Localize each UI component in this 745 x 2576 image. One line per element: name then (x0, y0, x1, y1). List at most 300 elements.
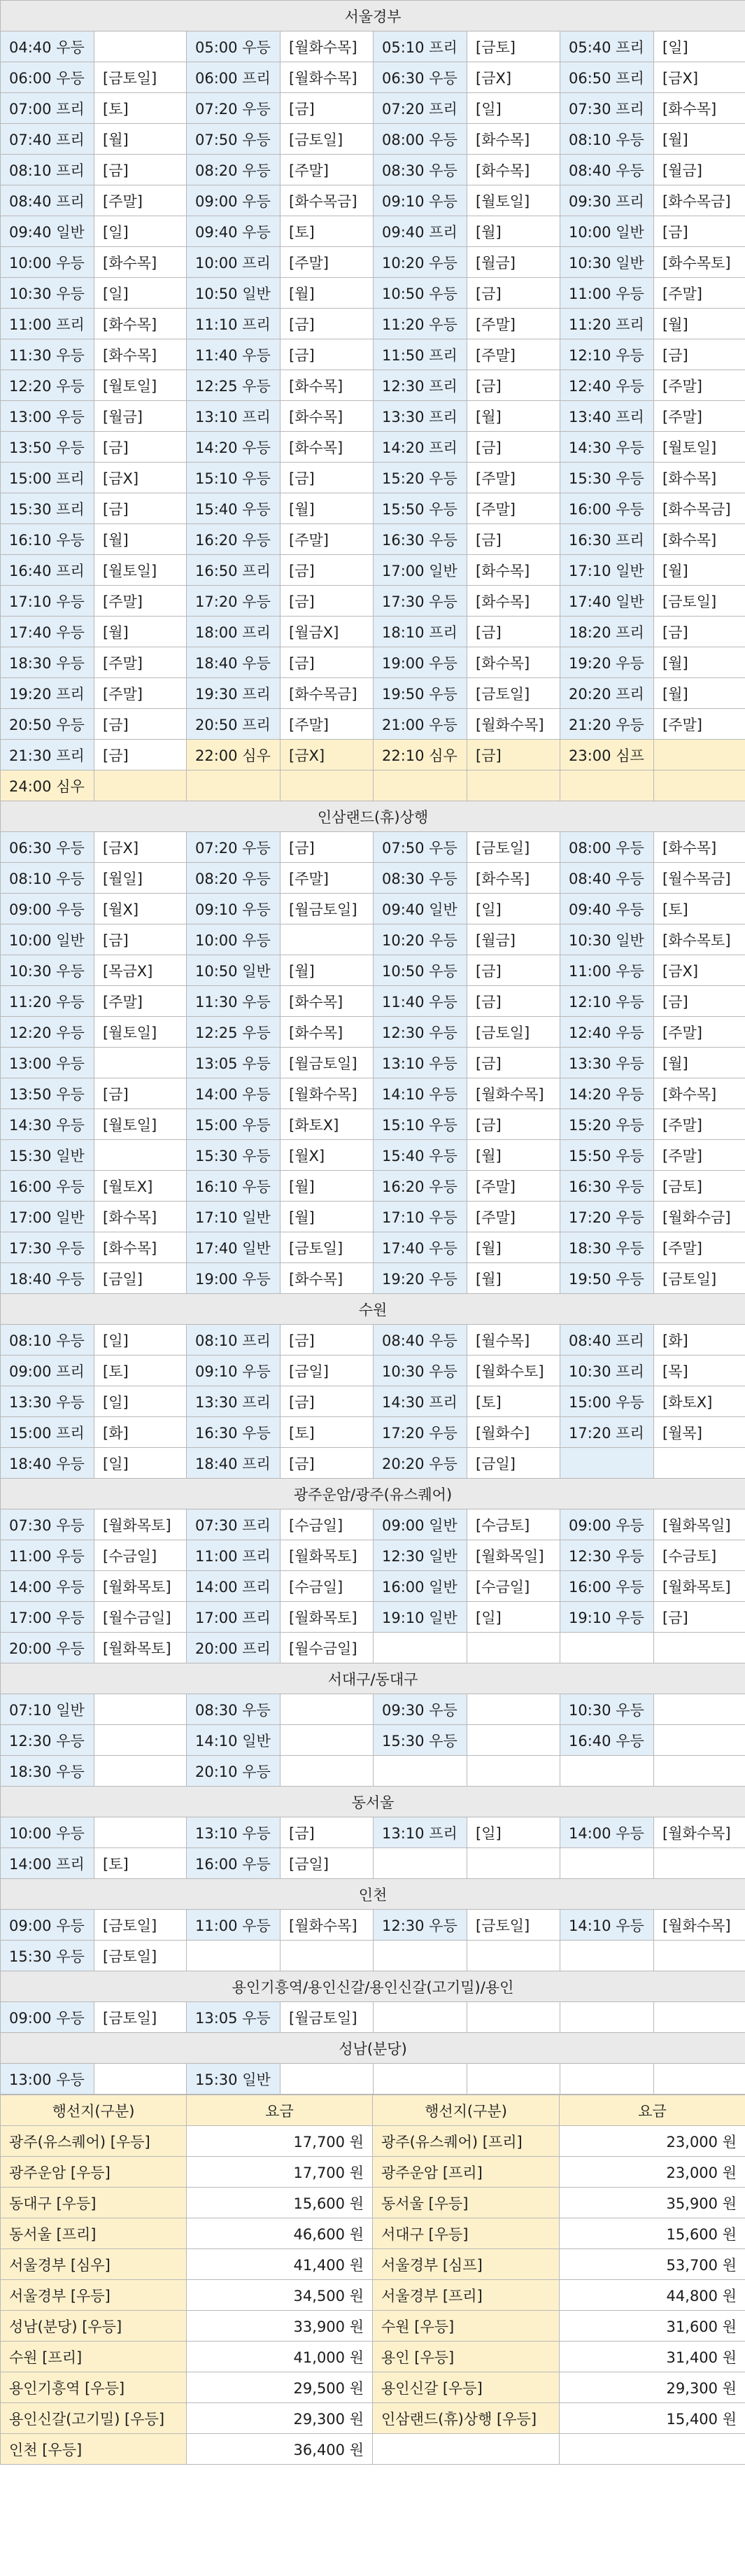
empty-cell (374, 1633, 467, 1663)
operating-days: [금토] (467, 31, 560, 62)
operating-days: [화수목] (281, 986, 374, 1017)
departure-time: 17:40 우등 (1, 617, 94, 647)
departure-time: 10:00 일반 (1, 924, 94, 955)
departure-time: 08:40 우등 (560, 155, 654, 185)
departure-time: 15:10 우등 (374, 1109, 467, 1140)
fare-row (1, 2249, 745, 2280)
departure-time: 15:20 우등 (560, 1109, 654, 1140)
fare-cell: 29,500 원 (187, 2372, 373, 2403)
operating-days: [월화수목] (281, 1078, 374, 1109)
operating-days: [월화수목] (281, 31, 374, 62)
departure-time: 17:10 우등 (1, 586, 94, 617)
departure-time: 11:00 우등 (560, 955, 654, 986)
fare-cell: 23,000 원 (560, 2126, 745, 2157)
schedule-row (1, 1910, 745, 1941)
empty-cell (467, 1941, 560, 1971)
departure-time: 07:30 프리 (187, 1509, 281, 1540)
operating-days: [금토일] (467, 678, 560, 709)
operating-days: [토] (467, 1386, 560, 1417)
departure-time: 17:00 일반 (1, 1202, 94, 1232)
departure-time: 09:10 우등 (187, 894, 281, 924)
operating-days: [금] (281, 832, 374, 863)
schedule-row (1, 339, 745, 370)
destination-cell: 성남(분당) [우등] (1, 2311, 187, 2342)
operating-days: [월금토일] (281, 2002, 374, 2033)
departure-time: 07:30 우등 (1, 1509, 94, 1540)
operating-days: [일] (654, 31, 745, 62)
destination-cell: 동서울 [우등] (373, 2188, 560, 2218)
departure-time: 11:20 우등 (374, 309, 467, 339)
operating-days: [주말] (467, 309, 560, 339)
departure-time: 10:00 우등 (1, 1817, 94, 1848)
departure-time: 16:00 우등 (187, 1848, 281, 1879)
departure-time: 14:00 프리 (1, 1848, 94, 1879)
departure-time: 15:30 우등 (374, 1725, 467, 1756)
operating-days: [일] (467, 93, 560, 124)
departure-time: 10:30 일반 (560, 924, 654, 955)
departure-time: 08:10 우등 (1, 1325, 94, 1356)
operating-days: [화수목] (467, 555, 560, 586)
departure-time: 15:00 우등 (560, 1386, 654, 1417)
operating-days (281, 924, 374, 955)
section-title: 인천 (1, 1879, 745, 1910)
departure-time: 06:30 우등 (374, 62, 467, 93)
empty-cell (374, 2002, 467, 2033)
destination-header: 행선지(구분) (373, 2095, 560, 2126)
operating-days: [화수목토] (654, 924, 745, 955)
operating-days: [월] (94, 124, 187, 155)
schedule-row (1, 678, 745, 709)
schedule-row (1, 493, 745, 524)
departure-time: 20:20 프리 (560, 678, 654, 709)
operating-days: [월] (467, 401, 560, 432)
operating-days (94, 1048, 187, 1078)
operating-days (281, 1725, 374, 1756)
schedule-row (1, 1232, 745, 1263)
empty-cell (467, 1633, 560, 1663)
departure-time: 13:05 우등 (187, 1048, 281, 1078)
operating-days (281, 1756, 374, 1787)
empty-cell (560, 770, 654, 801)
departure-time: 16:40 프리 (1, 555, 94, 586)
departure-time: 08:10 프리 (187, 1325, 281, 1356)
departure-time: 13:00 우등 (1, 1048, 94, 1078)
operating-days: [화] (94, 1417, 187, 1448)
departure-time: 10:20 우등 (374, 924, 467, 955)
departure-time: 09:30 프리 (560, 185, 654, 216)
empty-cell (187, 770, 281, 801)
operating-days: [금일] (281, 1848, 374, 1879)
departure-time: 17:30 우등 (1, 1232, 94, 1263)
departure-time: 16:30 우등 (374, 524, 467, 555)
departure-time: 15:00 우등 (187, 1109, 281, 1140)
departure-time: 14:20 우등 (187, 432, 281, 463)
operating-days: [금X] (467, 62, 560, 93)
departure-time: 12:25 우등 (187, 1017, 281, 1048)
operating-days: [주말] (654, 278, 745, 309)
section-header-row (1, 1879, 745, 1910)
schedule-row (1, 740, 745, 770)
operating-days: [금] (467, 986, 560, 1017)
departure-time: 19:00 우등 (187, 1263, 281, 1294)
departure-time: 08:30 우등 (187, 1694, 281, 1725)
departure-time: 11:00 프리 (1, 309, 94, 339)
operating-days: [월토일] (94, 555, 187, 586)
operating-days: [금일] (281, 1356, 374, 1386)
departure-time: 13:00 우등 (1, 401, 94, 432)
departure-time: 12:30 우등 (374, 1017, 467, 1048)
operating-days: [금] (467, 617, 560, 647)
departure-time: 24:00 심우 (1, 770, 94, 801)
operating-days: [금] (94, 924, 187, 955)
operating-days: [화수목] (94, 247, 187, 278)
operating-days: [월목] (654, 1417, 745, 1448)
departure-time: 13:10 우등 (187, 1817, 281, 1848)
destination-cell: 인천 [우등] (1, 2434, 187, 2465)
departure-time: 12:20 우등 (1, 1017, 94, 1048)
operating-days (94, 1817, 187, 1848)
departure-time: 17:20 프리 (560, 1417, 654, 1448)
departure-time: 18:30 우등 (1, 647, 94, 678)
departure-time: 13:50 우등 (1, 1078, 94, 1109)
operating-days: [주말] (654, 370, 745, 401)
fare-cell: 33,900 원 (187, 2311, 373, 2342)
empty-cell (560, 1848, 654, 1879)
empty-cell (654, 1756, 745, 1787)
operating-days: [토] (94, 1356, 187, 1386)
departure-time: 05:00 우등 (187, 31, 281, 62)
empty-cell (654, 1941, 745, 1971)
fare-header-row (1, 2095, 745, 2126)
fare-cell: 36,400 원 (187, 2434, 373, 2465)
operating-days: [금] (654, 617, 745, 647)
operating-days: [화수목] (281, 432, 374, 463)
operating-days: [월] (654, 309, 745, 339)
schedule-row (1, 1848, 745, 1879)
operating-days: [월금토일] (281, 1048, 374, 1078)
operating-days: [주말] (467, 493, 560, 524)
operating-days: [금] (94, 709, 187, 740)
operating-days: [월화수] (467, 1417, 560, 1448)
schedule-row (1, 1356, 745, 1386)
schedule-row (1, 894, 745, 924)
empty-cell (560, 2002, 654, 2033)
operating-days: [월화목토] (281, 1602, 374, 1633)
operating-days: [월화목토] (94, 1571, 187, 1602)
operating-days: [금토일] (94, 62, 187, 93)
operating-days: [월X] (281, 1140, 374, 1171)
departure-time: 17:20 우등 (374, 1417, 467, 1448)
departure-time: 16:00 일반 (374, 1571, 467, 1602)
departure-time: 20:00 프리 (187, 1633, 281, 1663)
departure-time: 08:30 우등 (374, 155, 467, 185)
departure-time: 17:40 일반 (187, 1232, 281, 1263)
schedule-row (1, 986, 745, 1017)
operating-days: [주말] (94, 647, 187, 678)
operating-days (467, 1725, 560, 1756)
operating-days (94, 1140, 187, 1171)
schedule-row (1, 617, 745, 647)
operating-days: [목] (654, 1356, 745, 1386)
operating-days: [금] (467, 432, 560, 463)
operating-days: [월화목일] (467, 1540, 560, 1571)
destination-cell: 용인 [우등] (373, 2342, 560, 2372)
departure-time: 12:25 우등 (187, 370, 281, 401)
operating-days: [수금토] (467, 1509, 560, 1540)
departure-time: 15:30 일반 (1, 1140, 94, 1171)
departure-time (560, 1448, 654, 1479)
departure-time: 09:00 우등 (560, 1509, 654, 1540)
destination-cell: 서울경부 [우등] (1, 2280, 187, 2311)
schedule-row (1, 1325, 745, 1356)
operating-days (654, 1448, 745, 1479)
operating-days: [금토일] (94, 1910, 187, 1941)
operating-days: [일] (467, 1602, 560, 1633)
operating-days: [월] (467, 1232, 560, 1263)
fare-cell: 29,300 원 (560, 2372, 745, 2403)
operating-days: [화토X] (654, 1386, 745, 1417)
departure-time: 04:40 우등 (1, 31, 94, 62)
operating-days: [금] (281, 1448, 374, 1479)
fare-row (1, 2188, 745, 2218)
schedule-row (1, 555, 745, 586)
operating-days: [금] (281, 339, 374, 370)
departure-time: 17:00 프리 (187, 1602, 281, 1633)
departure-time: 08:20 우등 (187, 863, 281, 894)
departure-time: 05:10 프리 (374, 31, 467, 62)
operating-days: [주말] (94, 185, 187, 216)
departure-time: 08:40 프리 (560, 1325, 654, 1356)
operating-days (281, 1694, 374, 1725)
operating-days: [주말] (654, 401, 745, 432)
departure-time: 13:10 우등 (374, 1048, 467, 1078)
departure-time: 11:20 우등 (1, 986, 94, 1017)
section-header-row (1, 1294, 745, 1325)
departure-time: 16:00 우등 (560, 493, 654, 524)
departure-time: 17:10 일반 (187, 1202, 281, 1232)
schedule-row (1, 185, 745, 216)
operating-days: [일] (467, 894, 560, 924)
operating-days: [월화수목] (654, 1817, 745, 1848)
destination-cell: 서울경부 [심프] (373, 2249, 560, 2280)
operating-days: [월] (281, 278, 374, 309)
departure-time: 17:00 우등 (1, 1602, 94, 1633)
destination-cell: 수원 [우등] (373, 2311, 560, 2342)
schedule-row (1, 370, 745, 401)
operating-days (654, 1725, 745, 1756)
operating-days: [월화수토] (467, 1356, 560, 1386)
departure-time: 09:40 프리 (374, 216, 467, 247)
departure-time: 10:00 프리 (187, 247, 281, 278)
fare-row (1, 2342, 745, 2372)
schedule-row (1, 155, 745, 185)
operating-days: [월화수목] (654, 1910, 745, 1941)
operating-days: [월금] (467, 247, 560, 278)
departure-time: 16:30 우등 (187, 1417, 281, 1448)
schedule-row (1, 1602, 745, 1633)
empty-cell (374, 1756, 467, 1787)
departure-time: 11:20 프리 (560, 309, 654, 339)
operating-days: [주말] (94, 986, 187, 1017)
operating-days: [월화수목] (467, 1078, 560, 1109)
empty-cell (374, 1941, 467, 1971)
operating-days: [주말] (467, 1202, 560, 1232)
operating-days: [주말] (467, 1171, 560, 1202)
destination-cell: 광주(유스퀘어) [프리] (373, 2126, 560, 2157)
departure-time: 10:00 우등 (1, 247, 94, 278)
operating-days: [화수목금] (281, 185, 374, 216)
fare-cell: 15,600 원 (560, 2218, 745, 2249)
operating-days: [월화수금] (654, 1202, 745, 1232)
fare-cell: 41,000 원 (187, 2342, 373, 2372)
operating-days: [월일] (94, 863, 187, 894)
schedule-row (1, 832, 745, 863)
departure-time: 08:40 우등 (374, 1325, 467, 1356)
operating-days: [금] (94, 493, 187, 524)
operating-days: [금X] (654, 955, 745, 986)
destination-header: 행선지(구분) (1, 2095, 187, 2126)
operating-days: [금X] (654, 62, 745, 93)
schedule-row (1, 863, 745, 894)
fare-cell: 31,600 원 (560, 2311, 745, 2342)
departure-time: 13:30 프리 (187, 1386, 281, 1417)
departure-time: 16:20 우등 (374, 1171, 467, 1202)
operating-days: [토] (281, 216, 374, 247)
departure-time: 08:10 우등 (1, 863, 94, 894)
departure-time: 17:20 우등 (187, 586, 281, 617)
operating-days: [월] (654, 678, 745, 709)
departure-time: 07:50 우등 (374, 832, 467, 863)
departure-time: 10:00 우등 (187, 924, 281, 955)
departure-time: 17:10 우등 (374, 1202, 467, 1232)
departure-time: 14:10 우등 (560, 1910, 654, 1941)
operating-days: [월수목] (467, 1325, 560, 1356)
schedule-row (1, 2002, 745, 2033)
departure-time: 17:40 우등 (374, 1232, 467, 1263)
schedule-row (1, 2064, 745, 2095)
schedule-row (1, 1140, 745, 1171)
departure-time: 08:10 우등 (560, 124, 654, 155)
operating-days: [토] (94, 93, 187, 124)
empty-cell (560, 2064, 654, 2095)
empty-cell (373, 2434, 560, 2465)
operating-days: [금X] (281, 740, 374, 770)
departure-time: 20:10 우등 (187, 1756, 281, 1787)
operating-days: [월금] (94, 401, 187, 432)
departure-time: 09:00 우등 (1, 2002, 94, 2033)
destination-cell: 인삼랜드(휴)상행 [우등] (373, 2403, 560, 2434)
fare-table (0, 2095, 745, 2465)
empty-cell (187, 1941, 281, 1971)
empty-cell (560, 1756, 654, 1787)
operating-days (467, 1694, 560, 1725)
departure-time: 12:30 프리 (374, 370, 467, 401)
departure-time: 16:30 우등 (560, 1171, 654, 1202)
operating-days (94, 1725, 187, 1756)
departure-time: 20:20 우등 (374, 1448, 467, 1479)
operating-days: [월] (654, 124, 745, 155)
schedule-row (1, 1633, 745, 1663)
destination-cell: 서대구 [우등] (373, 2218, 560, 2249)
operating-days: [주말] (654, 1140, 745, 1171)
operating-days: [화수목] (467, 863, 560, 894)
departure-time: 15:40 우등 (374, 1140, 467, 1171)
fare-cell: 44,800 원 (560, 2280, 745, 2311)
operating-days: [월화수목] (281, 62, 374, 93)
destination-cell: 용인신갈(고기밀) [우등] (1, 2403, 187, 2434)
fare-cell: 23,000 원 (560, 2157, 745, 2188)
operating-days: [월화목일] (654, 1509, 745, 1540)
departure-time: 13:50 우등 (1, 432, 94, 463)
operating-days: [화수목] (467, 124, 560, 155)
operating-days: [주말] (654, 1109, 745, 1140)
operating-days: [수금토] (654, 1540, 745, 1571)
schedule-row (1, 31, 745, 62)
operating-days: [월금] (467, 924, 560, 955)
departure-time: 15:30 우등 (187, 1140, 281, 1171)
operating-days (94, 1694, 187, 1725)
departure-time: 08:20 우등 (187, 155, 281, 185)
fare-cell: 15,600 원 (187, 2188, 373, 2218)
operating-days: [월] (281, 1171, 374, 1202)
departure-time: 19:10 우등 (560, 1602, 654, 1633)
departure-time: 15:10 우등 (187, 463, 281, 493)
schedule-row (1, 124, 745, 155)
departure-time: 18:20 프리 (560, 617, 654, 647)
departure-time: 16:20 우등 (187, 524, 281, 555)
operating-days: [월] (467, 216, 560, 247)
schedule-row (1, 1571, 745, 1602)
departure-time: 19:00 우등 (374, 647, 467, 678)
operating-days: [화수목] (281, 401, 374, 432)
operating-days: [금토일] (94, 1941, 187, 1971)
departure-time: 13:30 우등 (560, 1048, 654, 1078)
operating-days: [월토일] (94, 1017, 187, 1048)
departure-time: 07:40 프리 (1, 124, 94, 155)
schedule-row (1, 1817, 745, 1848)
operating-days: [일] (94, 1386, 187, 1417)
operating-days: [금토일] (467, 832, 560, 863)
fare-row (1, 2434, 745, 2465)
destination-cell: 용인기흥역 [우등] (1, 2372, 187, 2403)
departure-time: 15:30 일반 (187, 2064, 281, 2095)
operating-days: [월화목토] (94, 1509, 187, 1540)
schedule-row (1, 1048, 745, 1078)
departure-time: 13:10 프리 (374, 1817, 467, 1848)
schedule-row (1, 247, 745, 278)
departure-time: 07:20 우등 (187, 832, 281, 863)
departure-time: 08:40 우등 (560, 863, 654, 894)
departure-time: 13:30 우등 (1, 1386, 94, 1417)
departure-time: 14:00 우등 (1, 1571, 94, 1602)
departure-time: 11:30 우등 (187, 986, 281, 1017)
departure-time: 14:00 프리 (187, 1571, 281, 1602)
operating-days: [주말] (654, 1232, 745, 1263)
departure-time: 14:10 우등 (374, 1078, 467, 1109)
empty-cell (560, 1941, 654, 1971)
departure-time: 19:20 우등 (560, 647, 654, 678)
fare-cell: 31,400 원 (560, 2342, 745, 2372)
empty-cell (467, 1848, 560, 1879)
departure-time: 20:50 우등 (1, 709, 94, 740)
empty-cell (281, 1941, 374, 1971)
departure-time: 17:10 일반 (560, 555, 654, 586)
destination-cell: 광주(유스퀘어) [우등] (1, 2126, 187, 2157)
departure-time: 13:30 프리 (374, 401, 467, 432)
operating-days: [화수목] (654, 463, 745, 493)
empty-cell (281, 770, 374, 801)
departure-time: 18:10 프리 (374, 617, 467, 647)
